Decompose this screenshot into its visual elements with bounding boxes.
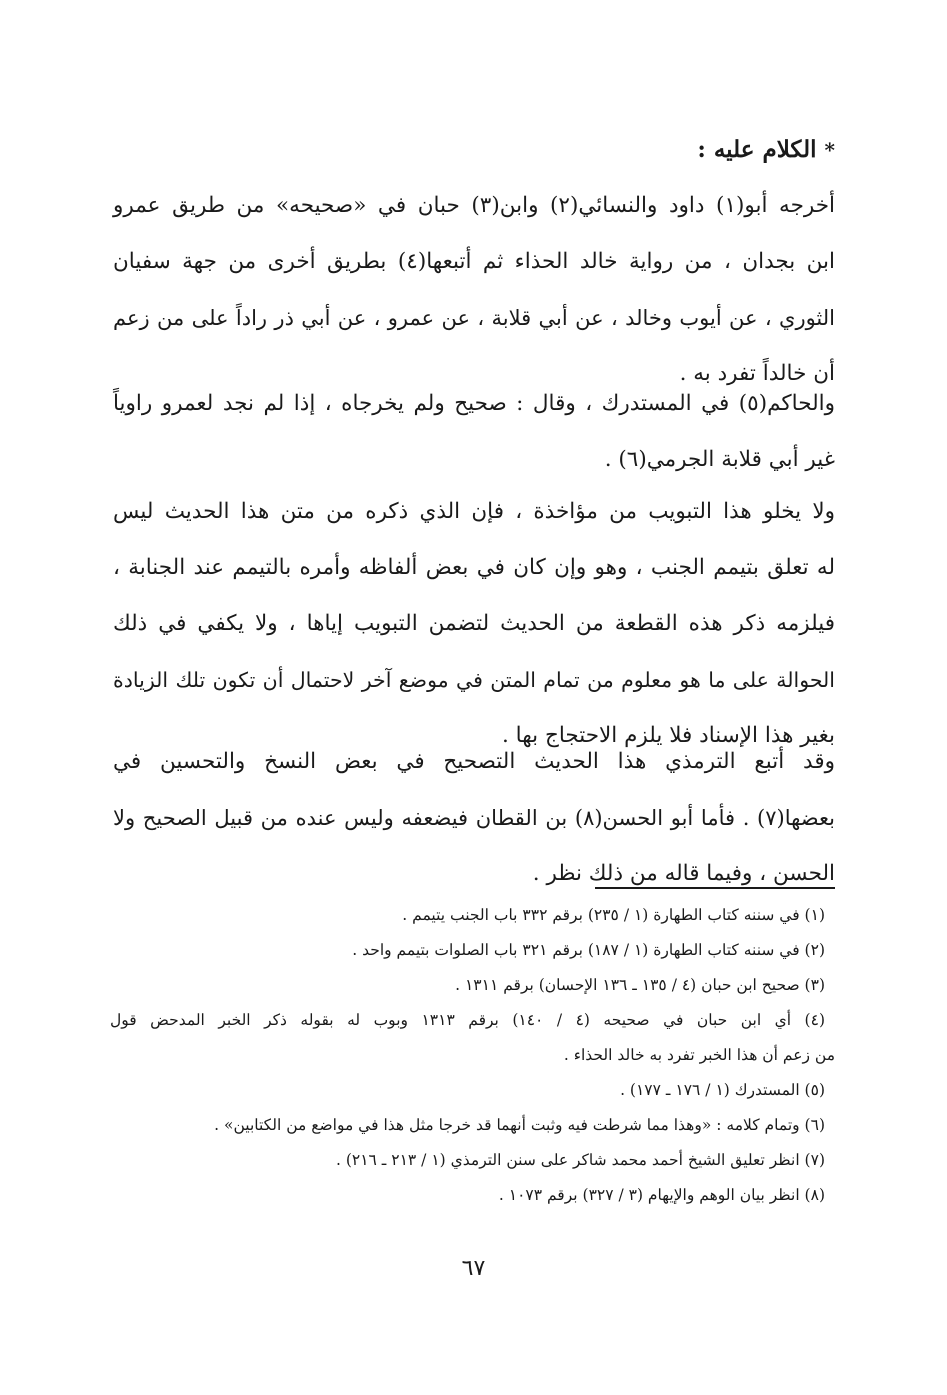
footnote: (٧) انظر تعليق الشيخ أحمد محمد شاكر على سنن الترمذي (١ / ٢١٣ ـ ٢١٦) . [335,1151,825,1169]
footnote-continuation: من زعم أن هذا الخبر تفرد به خالد الحذاء . [563,1046,835,1064]
text-line: الثوري ، عن أيوب وخالد ، عن أبي قلابة ، عن عمرو ، عن أبي ذر راداً على من زعم [113,306,835,330]
text-line: والحاكم(٥) في المستدرك ، وقال : صحيح ولم يخرجاه ، إذا لم نجد لعمرو راوياً [113,391,835,416]
text-line: أن خالداً تفرد به . [679,361,835,386]
text-line: له تعلق بتيمم الجنب ، وهو وإن كان في بعض ألفاظه وأمره بالتيمم عند الجنابة ، [113,555,835,580]
footnote: (٢) في سننه كتاب الطهارة (١ / ١٨٧) برقم ٣٢١ باب الصلوات بتيمم واحد . [352,941,825,959]
text-line: ابن بجدان ، من رواية خالد الحذاء ثم أتبعها(٤) بطريق أخرى من جهة سفيان [113,249,835,274]
footnote-divider [595,887,835,889]
footnote: (١) في سننه كتاب الطهارة (١ / ٢٣٥) برقم ٣٣٢ باب الجنب يتيمم . [402,906,825,924]
footnote: (٨) انظر بيان الوهم والإيهام (٣ / ٣٢٧) برقم ١٠٧٣ . [498,1186,825,1204]
page-number: ٦٧ [461,1256,486,1281]
text-line: فيلزمه ذكر هذه القطعة من الحديث لتضمن التبويب إياها ، ولا يكفي في ذلك [113,611,835,636]
text-line: بغير هذا الإسناد فلا يلزم الاحتجاج بها . [502,723,835,748]
paragraph-3 [113,484,835,764]
footnote: (٥) المستدرك (١ / ١٧٦ ـ ١٧٧) . [620,1081,825,1099]
text-line: وقد أتبع الترمذي هذا الحديث التصحيح في بعض النسخ والتحسين في [113,749,835,774]
paragraph-1 [113,178,835,402]
footnote: (٦) وتمام كلامه : «وهذا مما شرطت فيه وثبت أنهما قد خرجا مثل هذا في مواضع من الكتابين» . [214,1116,825,1134]
text-line: أخرجه أبو(١) داود والنسائي(٢) وابن(٣) حبان في «صحيحه» من طريق عمرو [113,193,835,218]
footnote: (٤) أي ابن حبان في صحيحه (٤ / ١٤٠) برقم ١٣١٣ وبوب له بقوله ذكر الخبر المدحض قول [110,1011,825,1029]
section-heading-text: الكلام عليه : [697,136,817,163]
text-line: الحوالة على ما هو معلوم من تمام المتن في موضع آخر لاحتمال أن تكون تلك الزيادة [113,668,835,692]
text-line: ولا يخلو هذا التبويب من مؤاخذة ، فإن الذي ذكره من متن هذا الحديث ليس [113,499,835,524]
text-line: الحسن ، وفيما قاله من ذلك نظر . [532,861,835,886]
footnote: (٣) صحيح ابن حبان (٤ / ١٣٥ ـ ١٣٦ الإحسان) برقم ١٣١١ . [455,976,825,994]
paragraph-4 [113,734,835,902]
text-line: غير أبي قلابة الجرمي(٦) . [604,447,835,472]
paragraph-2 [113,376,835,488]
text-line: بعضها(٧) . فأما أبو الحسن(٨) بن القطان فيضعفه وليس عنده من قبيل الصحيح ولا [113,806,835,830]
star-icon: * [824,138,835,162]
footnotes [110,898,835,1213]
section-heading [697,136,835,163]
